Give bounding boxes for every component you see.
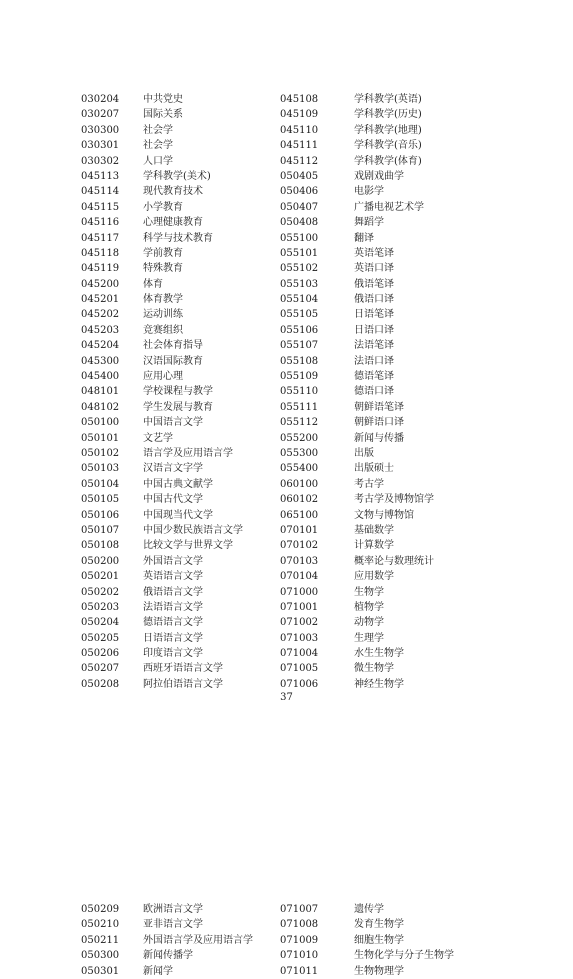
left-code: 050106 <box>81 509 120 521</box>
table-row <box>0 492 573 507</box>
right-code: 055111 <box>280 401 319 413</box>
right-name: 应用数学 <box>354 571 394 583</box>
table-row <box>0 615 573 630</box>
left-name: 外国语言文学 <box>143 555 203 567</box>
left-name: 中国语言文学 <box>143 417 203 429</box>
right-code: 070101 <box>280 524 319 536</box>
code-list <box>0 902 573 979</box>
left-name: 学前教育 <box>143 247 183 259</box>
table-row <box>0 231 573 246</box>
right-name: 朝鲜语口译 <box>354 417 404 429</box>
right-code: 045108 <box>280 94 319 105</box>
page-38-table <box>0 902 573 979</box>
right-code: 045109 <box>280 109 319 121</box>
left-code: 050105 <box>81 494 120 506</box>
left-code: 030204 <box>81 94 120 105</box>
left-code: 050301 <box>81 965 120 977</box>
table-row <box>0 338 573 353</box>
right-name: 微生物学 <box>354 663 394 675</box>
left-code: 045204 <box>81 340 120 352</box>
page-number: 37 <box>280 692 293 703</box>
left-name: 汉语言文字学 <box>143 463 203 475</box>
table-row <box>0 917 573 932</box>
left-code: 030302 <box>81 155 120 167</box>
right-name: 舞蹈学 <box>354 217 384 229</box>
table-row <box>0 677 573 692</box>
table-row <box>0 215 573 230</box>
right-name: 学科教学(音乐) <box>354 140 422 152</box>
left-name: 学生发展与教育 <box>143 401 213 413</box>
left-name: 中国古典文献学 <box>143 478 213 490</box>
right-name: 遗传学 <box>354 904 384 915</box>
left-name: 新闻学 <box>143 965 173 977</box>
left-name: 科学与技术教育 <box>143 232 213 244</box>
table-row <box>0 200 573 215</box>
right-name: 植物学 <box>354 601 384 613</box>
left-code: 045114 <box>81 186 120 198</box>
left-name: 国际关系 <box>143 109 183 121</box>
left-code: 045119 <box>81 263 120 275</box>
right-code: 070104 <box>280 571 319 583</box>
table-row <box>0 461 573 476</box>
left-code: 050204 <box>81 617 120 629</box>
right-name: 法语口译 <box>354 355 394 367</box>
right-name: 出版硕士 <box>354 463 394 475</box>
left-name: 心理健康教育 <box>143 217 203 229</box>
left-name: 学科教学(美术) <box>143 170 211 182</box>
table-row <box>0 554 573 569</box>
left-code: 045115 <box>81 201 120 213</box>
left-name: 俄语语言文学 <box>143 586 203 598</box>
table-row <box>0 277 573 292</box>
table-row <box>0 169 573 184</box>
left-name: 竞赛组织 <box>143 324 183 336</box>
right-name: 生物学 <box>354 586 384 598</box>
table-row <box>0 585 573 600</box>
right-code: 055106 <box>280 324 319 336</box>
table-row <box>0 92 573 107</box>
left-name: 法语语言文学 <box>143 601 203 613</box>
table-row <box>0 123 573 138</box>
table-row <box>0 477 573 492</box>
right-code: 050406 <box>280 186 319 198</box>
right-code: 045111 <box>280 140 319 152</box>
table-row <box>0 933 573 948</box>
right-code: 070102 <box>280 540 319 552</box>
right-name: 翻译 <box>354 232 374 244</box>
right-name: 水生生物学 <box>354 648 404 660</box>
table-row <box>0 902 573 917</box>
left-code: 050207 <box>81 663 120 675</box>
right-name: 发育生物学 <box>354 919 404 931</box>
left-name: 中国少数民族语言文学 <box>143 524 243 536</box>
left-code: 045113 <box>81 170 120 182</box>
right-name: 德语口译 <box>354 386 394 398</box>
right-name: 广播电视艺术学 <box>354 201 424 213</box>
left-name: 印度语言文学 <box>143 648 203 660</box>
table-row <box>0 646 573 661</box>
left-name: 体育 <box>143 278 163 290</box>
right-name: 考古学及博物馆学 <box>354 494 434 506</box>
right-name: 德语笔译 <box>354 371 394 383</box>
table-row <box>0 107 573 122</box>
table-row <box>0 354 573 369</box>
left-name: 运动训练 <box>143 309 183 321</box>
left-code: 045400 <box>81 371 120 383</box>
left-name: 体育教学 <box>143 294 183 306</box>
right-name: 生物化学与分子生物学 <box>354 950 454 962</box>
left-code: 050100 <box>81 417 120 429</box>
left-name: 西班牙语语言文学 <box>143 663 223 675</box>
left-name: 应用心理 <box>143 371 183 383</box>
right-name: 日语笔译 <box>354 309 394 321</box>
left-name: 欧洲语言文学 <box>143 904 203 915</box>
right-name: 神经生物学 <box>354 678 404 690</box>
left-code: 050102 <box>81 447 120 459</box>
right-name: 戏剧戏曲学 <box>354 170 404 182</box>
right-code: 071001 <box>280 601 319 613</box>
right-code: 071002 <box>280 617 319 629</box>
right-code: 055100 <box>280 232 319 244</box>
right-code: 071000 <box>280 586 319 598</box>
right-name: 新闻与传播 <box>354 432 404 444</box>
right-code: 055109 <box>280 371 319 383</box>
table-row <box>0 538 573 553</box>
left-code: 050205 <box>81 632 120 644</box>
left-code: 030207 <box>81 109 120 121</box>
right-code: 055105 <box>280 309 319 321</box>
right-name: 出版 <box>354 447 374 459</box>
left-code: 045201 <box>81 294 120 306</box>
table-row <box>0 948 573 963</box>
left-code: 048101 <box>81 386 120 398</box>
left-name: 亚非语言文学 <box>143 919 203 931</box>
table-row <box>0 569 573 584</box>
left-name: 文艺学 <box>143 432 173 444</box>
left-name: 阿拉伯语语言文学 <box>143 678 223 690</box>
left-code: 045202 <box>81 309 120 321</box>
right-code: 045112 <box>280 155 319 167</box>
left-name: 学校课程与教学 <box>143 386 213 398</box>
table-row <box>0 523 573 538</box>
right-code: 050405 <box>280 170 319 182</box>
left-name: 英语语言文学 <box>143 571 203 583</box>
table-row <box>0 307 573 322</box>
table-row <box>0 384 573 399</box>
table-row <box>0 154 573 169</box>
right-code: 055104 <box>280 294 319 306</box>
table-row <box>0 431 573 446</box>
left-code: 050107 <box>81 524 120 536</box>
left-code: 050101 <box>81 432 120 444</box>
right-code: 055200 <box>280 432 319 444</box>
right-name: 基础数学 <box>354 524 394 536</box>
right-code: 055101 <box>280 247 319 259</box>
right-code: 071010 <box>280 950 319 962</box>
left-code: 048102 <box>81 401 120 413</box>
right-name: 文物与博物馆 <box>354 509 414 521</box>
right-name: 生物物理学 <box>354 965 404 977</box>
right-code: 071003 <box>280 632 319 644</box>
right-code: 070103 <box>280 555 319 567</box>
right-code: 065100 <box>280 509 319 521</box>
table-row <box>0 400 573 415</box>
left-name: 中国古代文学 <box>143 494 203 506</box>
right-code: 071008 <box>280 919 319 931</box>
left-name: 中国现当代文学 <box>143 509 213 521</box>
right-name: 考古学 <box>354 478 384 490</box>
right-code: 071009 <box>280 934 319 946</box>
right-code: 071011 <box>280 965 319 977</box>
page-37-table <box>0 92 573 692</box>
right-code: 055108 <box>280 355 319 367</box>
table-row <box>0 446 573 461</box>
right-name: 概率论与数理统计 <box>354 555 434 567</box>
left-name: 汉语国际教育 <box>143 355 203 367</box>
right-code: 060100 <box>280 478 319 490</box>
right-name: 英语笔译 <box>354 247 394 259</box>
right-code: 055300 <box>280 447 319 459</box>
right-name: 英语口译 <box>354 263 394 275</box>
table-row <box>0 261 573 276</box>
left-name: 德语语言文学 <box>143 617 203 629</box>
left-name: 中共党史 <box>143 94 183 105</box>
right-code: 050407 <box>280 201 319 213</box>
right-name: 学科教学(历史) <box>354 109 422 121</box>
right-code: 071006 <box>280 678 319 690</box>
left-code: 050202 <box>81 586 120 598</box>
right-name: 学科教学(地理) <box>354 124 422 136</box>
right-code: 060102 <box>280 494 319 506</box>
right-code: 055400 <box>280 463 319 475</box>
left-code: 045116 <box>81 217 120 229</box>
right-name: 细胞生物学 <box>354 934 404 946</box>
left-code: 050211 <box>81 934 120 946</box>
right-name: 动物学 <box>354 617 384 629</box>
left-name: 社会学 <box>143 124 173 136</box>
left-code: 050300 <box>81 950 120 962</box>
left-code: 045203 <box>81 324 120 336</box>
left-name: 社会学 <box>143 140 173 152</box>
left-code: 045117 <box>81 232 120 244</box>
table-row <box>0 964 573 979</box>
left-name: 人口学 <box>143 155 173 167</box>
table-row <box>0 369 573 384</box>
right-code: 055102 <box>280 263 319 275</box>
right-name: 学科教学(英语) <box>354 94 422 105</box>
right-code: 071005 <box>280 663 319 675</box>
right-name: 朝鲜语笔译 <box>354 401 404 413</box>
right-code: 055110 <box>280 386 319 398</box>
right-name: 日语口译 <box>354 324 394 336</box>
left-name: 语言学及应用语言学 <box>143 447 233 459</box>
right-name: 俄语口译 <box>354 294 394 306</box>
right-name: 计算数学 <box>354 540 394 552</box>
right-name: 法语笔译 <box>354 340 394 352</box>
left-code: 050203 <box>81 601 120 613</box>
left-code: 030301 <box>81 140 120 152</box>
left-name: 小学教育 <box>143 201 183 213</box>
right-code: 071007 <box>280 904 319 915</box>
left-code: 050210 <box>81 919 120 931</box>
right-code: 071004 <box>280 648 319 660</box>
left-code: 045300 <box>81 355 120 367</box>
table-row <box>0 323 573 338</box>
table-row <box>0 508 573 523</box>
left-name: 特殊教育 <box>143 263 183 275</box>
left-code: 050103 <box>81 463 120 475</box>
left-code: 050201 <box>81 571 120 583</box>
right-name: 俄语笔译 <box>354 278 394 290</box>
table-row <box>0 631 573 646</box>
left-name: 现代教育技术 <box>143 186 203 198</box>
table-row <box>0 246 573 261</box>
left-name: 日语语言文学 <box>143 632 203 644</box>
left-code: 030300 <box>81 124 120 136</box>
left-code: 045118 <box>81 247 120 259</box>
right-code: 055107 <box>280 340 319 352</box>
code-list <box>0 92 573 692</box>
left-name: 外国语言学及应用语言学 <box>143 934 253 946</box>
right-code: 055112 <box>280 417 319 429</box>
right-name: 学科教学(体育) <box>354 155 422 167</box>
left-code: 050206 <box>81 648 120 660</box>
left-name: 比较文学与世界文学 <box>143 540 233 552</box>
right-code: 050408 <box>280 217 319 229</box>
table-row <box>0 415 573 430</box>
table-row <box>0 138 573 153</box>
left-code: 050209 <box>81 904 120 915</box>
left-code: 050104 <box>81 478 120 490</box>
left-name: 新闻传播学 <box>143 950 193 962</box>
table-row <box>0 600 573 615</box>
right-code: 045110 <box>280 124 319 136</box>
right-code: 055103 <box>280 278 319 290</box>
left-code: 050208 <box>81 678 120 690</box>
right-name: 生理学 <box>354 632 384 644</box>
table-row <box>0 184 573 199</box>
left-code: 050200 <box>81 555 120 567</box>
left-name: 社会体育指导 <box>143 340 203 352</box>
right-name: 电影学 <box>354 186 384 198</box>
table-row <box>0 661 573 676</box>
left-code: 045200 <box>81 278 120 290</box>
left-code: 050108 <box>81 540 120 552</box>
table-row <box>0 292 573 307</box>
